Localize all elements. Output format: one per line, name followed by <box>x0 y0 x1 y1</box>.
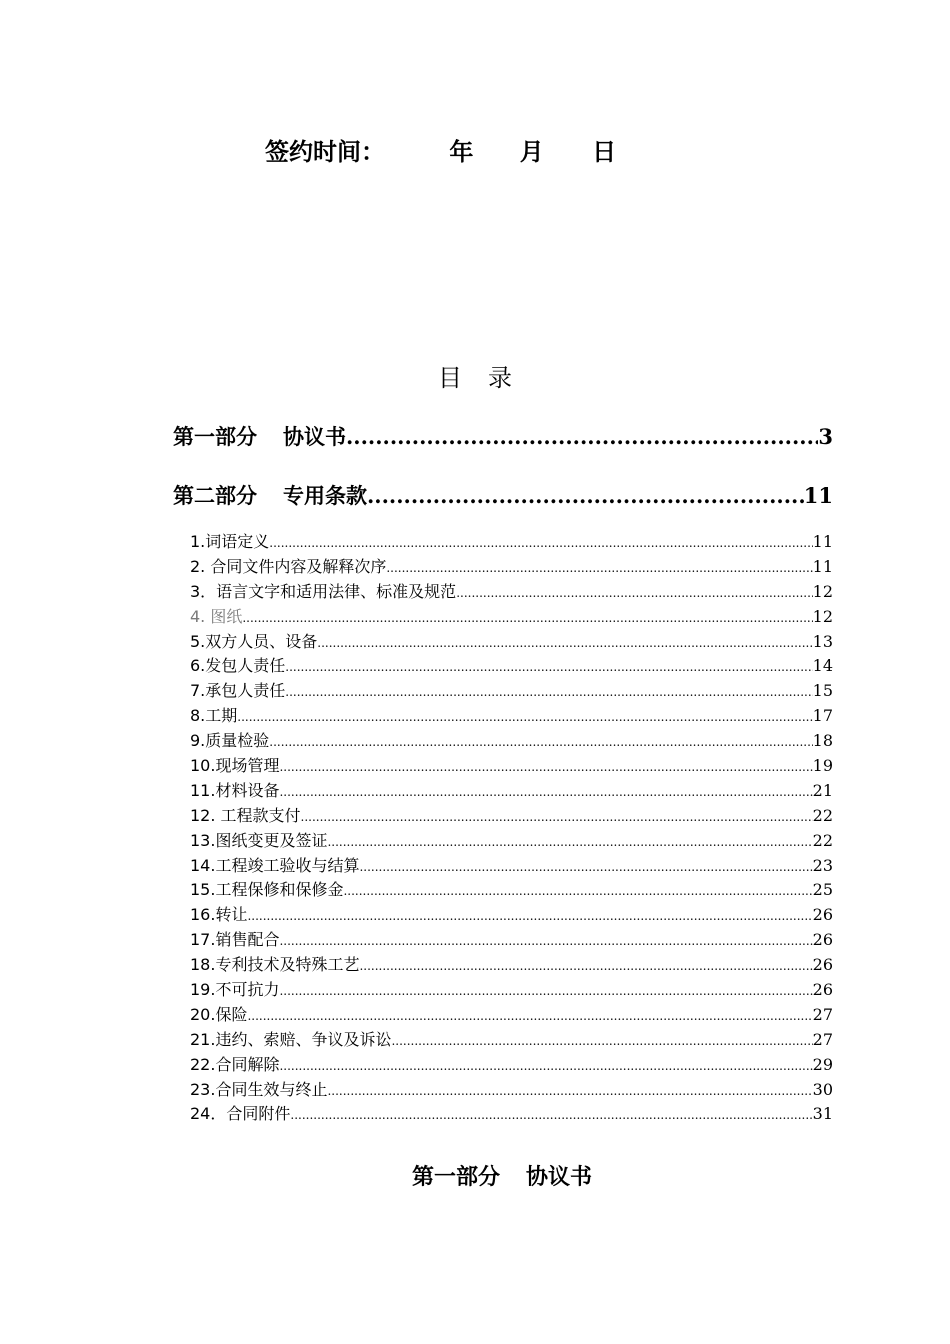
toc-entry[interactable] <box>190 653 833 678</box>
toc-entry-label: 23.合同生效与终止 <box>190 1079 328 1099</box>
toc-entry-label: 4. 图纸 <box>190 606 243 626</box>
toc-entry[interactable] <box>190 1027 833 1052</box>
toc-entry[interactable] <box>190 1002 833 1027</box>
toc-entry-label: 20.保险 <box>190 1004 248 1024</box>
toc-leader-dots <box>343 884 812 898</box>
toc-entry-label: 15.工程保修和保修金 <box>190 880 344 900</box>
toc-leader-dots <box>269 735 812 749</box>
toc-entry-page: 12 <box>812 581 833 601</box>
toc-entry-page: 30 <box>812 1079 833 1099</box>
toc-title: 目录 <box>438 364 538 392</box>
toc-entry-page: 26 <box>812 930 833 950</box>
toc-entry-page: 13 <box>812 631 833 651</box>
toc-entry-page: 19 <box>812 756 833 776</box>
toc-entry-page: 14 <box>812 656 833 676</box>
toc-entry-label: 21.违约、索赔、争议及诉讼 <box>190 1029 392 1049</box>
signing-date-line <box>265 132 616 167</box>
toc-leader-dots <box>359 860 812 874</box>
toc-entry[interactable] <box>190 554 833 579</box>
toc-part-2-label <box>173 480 367 510</box>
toc-entry-label: 6.发包人责任 <box>190 656 286 676</box>
toc-part-1[interactable] <box>173 421 833 451</box>
toc-entry-page: 21 <box>812 780 833 800</box>
toc-leader-dots <box>242 611 812 625</box>
section-heading <box>0 1160 950 1191</box>
toc-entry[interactable] <box>190 529 833 554</box>
toc-leader-dots <box>359 959 812 973</box>
toc-entry[interactable] <box>190 1077 833 1102</box>
toc-entry-page: 31 <box>812 1104 833 1124</box>
toc-entry-label: 18.专利技术及特殊工艺 <box>190 955 360 975</box>
toc-entry-label: 11.材料设备 <box>190 780 280 800</box>
signing-date-label: 签约时间： <box>265 138 385 166</box>
toc-entry-page: 11 <box>812 556 833 576</box>
section-part-name: 协议书 <box>526 1165 593 1190</box>
toc-entry-label: 22.合同解除 <box>190 1054 280 1074</box>
toc-entry-label: 5.双方人员、设备 <box>190 631 318 651</box>
toc-entry-page: 29 <box>812 1054 833 1074</box>
toc-part-1-name: 协议书 <box>283 425 346 449</box>
toc-part-1-page: 3 <box>818 424 833 449</box>
toc-leader-dots <box>290 1108 812 1122</box>
toc-leader-dots <box>346 424 818 449</box>
toc-entry-page: 23 <box>812 855 833 875</box>
toc-entry[interactable] <box>190 1101 833 1126</box>
toc-leader-dots <box>247 909 812 923</box>
toc-leader-dots <box>317 636 812 650</box>
toc-entry-page: 26 <box>812 955 833 975</box>
toc-entry-page: 27 <box>812 1029 833 1049</box>
toc-entry[interactable] <box>190 629 833 654</box>
toc-entry[interactable] <box>190 803 833 828</box>
day-label: 日 <box>592 138 617 166</box>
toc-leader-dots <box>327 835 812 849</box>
toc-leader-dots <box>237 710 812 724</box>
toc-entry[interactable] <box>190 927 833 952</box>
toc-entry[interactable] <box>190 703 833 728</box>
toc-leader-dots <box>367 483 804 508</box>
toc-leader-dots <box>269 536 812 550</box>
toc-entry-page: 12 <box>812 606 833 626</box>
toc-entry[interactable] <box>190 678 833 703</box>
toc-entry-label: 1.词语定义 <box>190 532 270 551</box>
toc-entry[interactable] <box>190 853 833 878</box>
toc-leader-dots <box>279 1059 812 1073</box>
toc-entry-label: 19.不可抗力 <box>190 980 280 1000</box>
toc-leader-dots <box>386 561 812 575</box>
toc-entry-label: 14.工程竣工验收与结算 <box>190 855 360 875</box>
toc-entry-page: 26 <box>812 980 833 1000</box>
toc-leader-dots <box>456 586 812 600</box>
toc-entry[interactable] <box>190 952 833 977</box>
toc-entry-label: 12. 工程款支付 <box>190 805 301 825</box>
toc-entry-label: 7.承包人责任 <box>190 681 286 701</box>
toc-entry[interactable] <box>190 728 833 753</box>
year-label: 年 <box>449 138 474 166</box>
toc-entry-label: 2. 合同文件内容及解释次序 <box>190 556 387 576</box>
toc-entry[interactable] <box>190 579 833 604</box>
toc-entry[interactable] <box>190 977 833 1002</box>
toc-part-2-number: 第二部分 <box>173 484 257 508</box>
toc-leader-dots <box>301 810 813 824</box>
toc-entry-label: 16.转让 <box>190 905 248 925</box>
toc-leader-dots <box>279 760 812 774</box>
toc-entry-page: 22 <box>812 805 833 825</box>
toc-entry-label: 9.质量检验 <box>190 731 270 751</box>
toc-entry-page: 26 <box>812 905 833 925</box>
toc-leader-dots <box>391 1034 812 1048</box>
toc-part-2-name: 专用条款 <box>283 484 367 508</box>
toc-entry[interactable] <box>190 828 833 853</box>
toc-entry[interactable] <box>190 753 833 778</box>
toc-list <box>190 529 833 1126</box>
toc-entry[interactable] <box>190 1052 833 1077</box>
toc-entry-label: 8.工期 <box>190 706 238 726</box>
toc-entry[interactable] <box>190 604 833 629</box>
toc-leader-dots <box>247 1009 812 1023</box>
toc-leader-dots <box>279 984 812 998</box>
toc-part-1-label <box>173 421 346 451</box>
toc-entry-label: 17.销售配合 <box>190 930 280 950</box>
toc-part-2[interactable] <box>173 480 833 510</box>
toc-entry-label: 10.现场管理 <box>190 756 280 776</box>
toc-entry-label: 3．语言文字和适用法律、标准及规范 <box>190 581 457 601</box>
toc-entry[interactable] <box>190 877 833 902</box>
toc-entry-page: 15 <box>812 681 833 701</box>
toc-entry-page: 18 <box>812 731 833 751</box>
toc-entry-page: 27 <box>812 1004 833 1024</box>
toc-leader-dots <box>327 1084 812 1098</box>
toc-leader-dots <box>279 934 812 948</box>
toc-entry-label: 13.图纸变更及签证 <box>190 830 328 850</box>
toc-leader-dots <box>285 685 812 699</box>
toc-entry-page: 25 <box>812 880 833 900</box>
toc-entry[interactable] <box>190 778 833 803</box>
section-part-number: 第一部分 <box>411 1165 500 1190</box>
month-label: 月 <box>519 138 544 166</box>
toc-entry-page: 11 <box>812 532 833 551</box>
toc-entry-page: 22 <box>812 830 833 850</box>
toc-leader-dots <box>285 660 812 674</box>
toc-entry-label: 24．合同附件 <box>190 1104 291 1124</box>
toc-entry-page: 17 <box>812 706 833 726</box>
toc-part-2-page: 11 <box>803 483 833 508</box>
toc-leader-dots <box>279 785 812 799</box>
toc-entry[interactable] <box>190 902 833 927</box>
toc-part-1-number: 第一部分 <box>173 425 257 449</box>
